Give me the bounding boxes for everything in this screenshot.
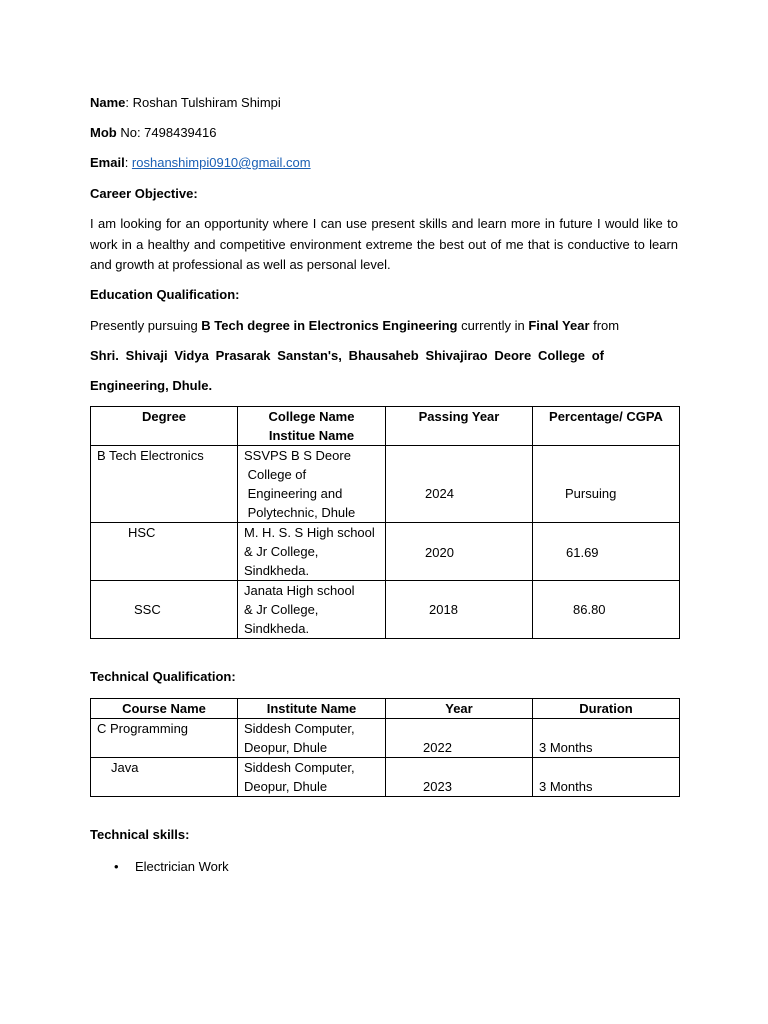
header-college (238, 407, 386, 446)
degree-cell (91, 446, 238, 523)
institute-cell (238, 719, 386, 758)
mobile-label: Mob (90, 125, 117, 140)
institute-cell (238, 758, 386, 797)
table-row (91, 523, 680, 581)
year-text: 2022 (423, 740, 452, 755)
header-year (386, 699, 533, 719)
skill-text: Electrician Work (135, 859, 229, 874)
email-line (90, 154, 311, 171)
education-table (90, 406, 680, 639)
header-passing-year-text: Passing Year (418, 409, 500, 424)
header-institute-text: Institute Name (266, 701, 357, 716)
education-intro-part3: from (589, 318, 620, 333)
degree-text: SSC (134, 602, 161, 617)
percentage-text: Pursuing (565, 486, 617, 501)
header-duration (533, 699, 680, 719)
education-intro (90, 317, 619, 334)
name-value: : Roshan Tulshiram Shimpi (125, 95, 281, 110)
bullet-icon: • (114, 859, 119, 874)
college-line: Polytechnic, Dhule (244, 505, 356, 520)
year-cell (386, 446, 533, 523)
technical-heading-text: Technical Qualification: (90, 669, 236, 684)
college-line: SSVPS B S Deore (244, 448, 351, 463)
mobile-value: No: 7498439416 (116, 125, 217, 140)
skills-heading (90, 826, 189, 843)
college-line: Sindkheda. (244, 563, 310, 578)
duration-text: 3 Months (539, 740, 593, 755)
education-intro-part2: currently in (457, 318, 529, 333)
degree-text: HSC (128, 525, 156, 540)
year-cell (386, 758, 533, 797)
year-text: 2018 (429, 602, 458, 617)
year-cell (386, 523, 533, 581)
degree-text: B Tech Electronics (97, 448, 204, 463)
institute-line: Siddesh Computer, (244, 760, 355, 775)
course-cell (91, 719, 238, 758)
header-duration-text: Duration (579, 701, 633, 716)
career-objective-text: I am looking for an opportunity where I can use present skills and learn more in future I would like to work in a healthy and competitive environment extreme the best out of me that is conductive to learn and growth at professional as well as personal level. (90, 216, 678, 272)
college-line: Janata High school (244, 583, 355, 598)
career-objective-heading-text: Career Objective: (90, 186, 198, 201)
email-link[interactable]: roshanshimpi0910@gmail.com (131, 155, 311, 170)
technical-heading (90, 668, 236, 685)
college-line: Engineering and (244, 486, 343, 501)
table-row (91, 719, 680, 758)
email-label: Email (90, 155, 125, 170)
institute-line-2-text: Engineering, Dhule. (90, 378, 213, 393)
year-cell (386, 581, 533, 639)
duration-text: 3 Months (539, 779, 593, 794)
college-line: M. H. S. S High school (244, 525, 375, 540)
table-row (91, 758, 680, 797)
college-cell (238, 446, 386, 523)
college-cell (238, 581, 386, 639)
year-text: 2023 (423, 779, 452, 794)
percentage-cell (533, 581, 680, 639)
header-course-text: Course Name (122, 701, 206, 716)
institute-line: Siddesh Computer, (244, 721, 355, 736)
header-degree (91, 407, 238, 446)
institute-line: Deopur, Dhule (244, 740, 328, 755)
college-line: & Jr College, (244, 544, 319, 559)
percentage-text: 61.69 (566, 545, 599, 560)
college-line: & Jr College, (244, 602, 319, 617)
duration-cell (533, 758, 680, 797)
mobile-line (90, 124, 216, 141)
education-table-header (91, 407, 680, 446)
header-institute-text: Institue Name (268, 428, 355, 443)
header-course (91, 699, 238, 719)
year-text: 2024 (425, 486, 454, 501)
skills-heading-text: Technical skills: (90, 827, 190, 842)
college-line: College of (244, 467, 307, 482)
institute-line: Deopur, Dhule (244, 779, 328, 794)
name-label: Name (90, 95, 126, 110)
college-line: Sindkheda. (244, 621, 310, 636)
education-intro-year: Final Year (528, 318, 590, 333)
table-row (91, 446, 680, 523)
degree-cell (91, 523, 238, 581)
percentage-cell (533, 446, 680, 523)
email-separator: : (124, 155, 132, 170)
technical-table-header (91, 699, 680, 719)
career-objective-heading (90, 185, 198, 202)
course-text: Java (111, 760, 139, 775)
year-cell (386, 719, 533, 758)
year-text: 2020 (425, 545, 454, 560)
course-text: C Programming (97, 721, 189, 736)
duration-cell (533, 719, 680, 758)
header-percentage-text: Percentage/ CGPA (549, 409, 663, 424)
table-row (91, 581, 680, 639)
header-percentage (533, 407, 680, 446)
header-passing-year (386, 407, 533, 446)
header-year-text: Year (445, 701, 473, 716)
course-cell (91, 758, 238, 797)
name-line (90, 94, 281, 111)
header-college-text: College Name (268, 409, 355, 424)
degree-cell (91, 581, 238, 639)
percentage-text: 86.80 (573, 602, 606, 617)
technical-table (90, 698, 680, 797)
education-intro-part1: Presently pursuing (90, 318, 202, 333)
header-institute (238, 699, 386, 719)
header-degree-text: Degree (141, 409, 187, 424)
college-cell (238, 523, 386, 581)
institute-line-2 (90, 377, 212, 394)
institute-line-1: Shri. Shivaji Vidya Prasarak Sanstan's, Bhausaheb Shivajirao Deore College of (90, 348, 604, 363)
education-heading-text: Education Qualification: (90, 287, 240, 302)
percentage-cell (533, 523, 680, 581)
education-intro-degree: B Tech degree in Electronics Engineering (201, 318, 458, 333)
education-heading (90, 286, 240, 303)
